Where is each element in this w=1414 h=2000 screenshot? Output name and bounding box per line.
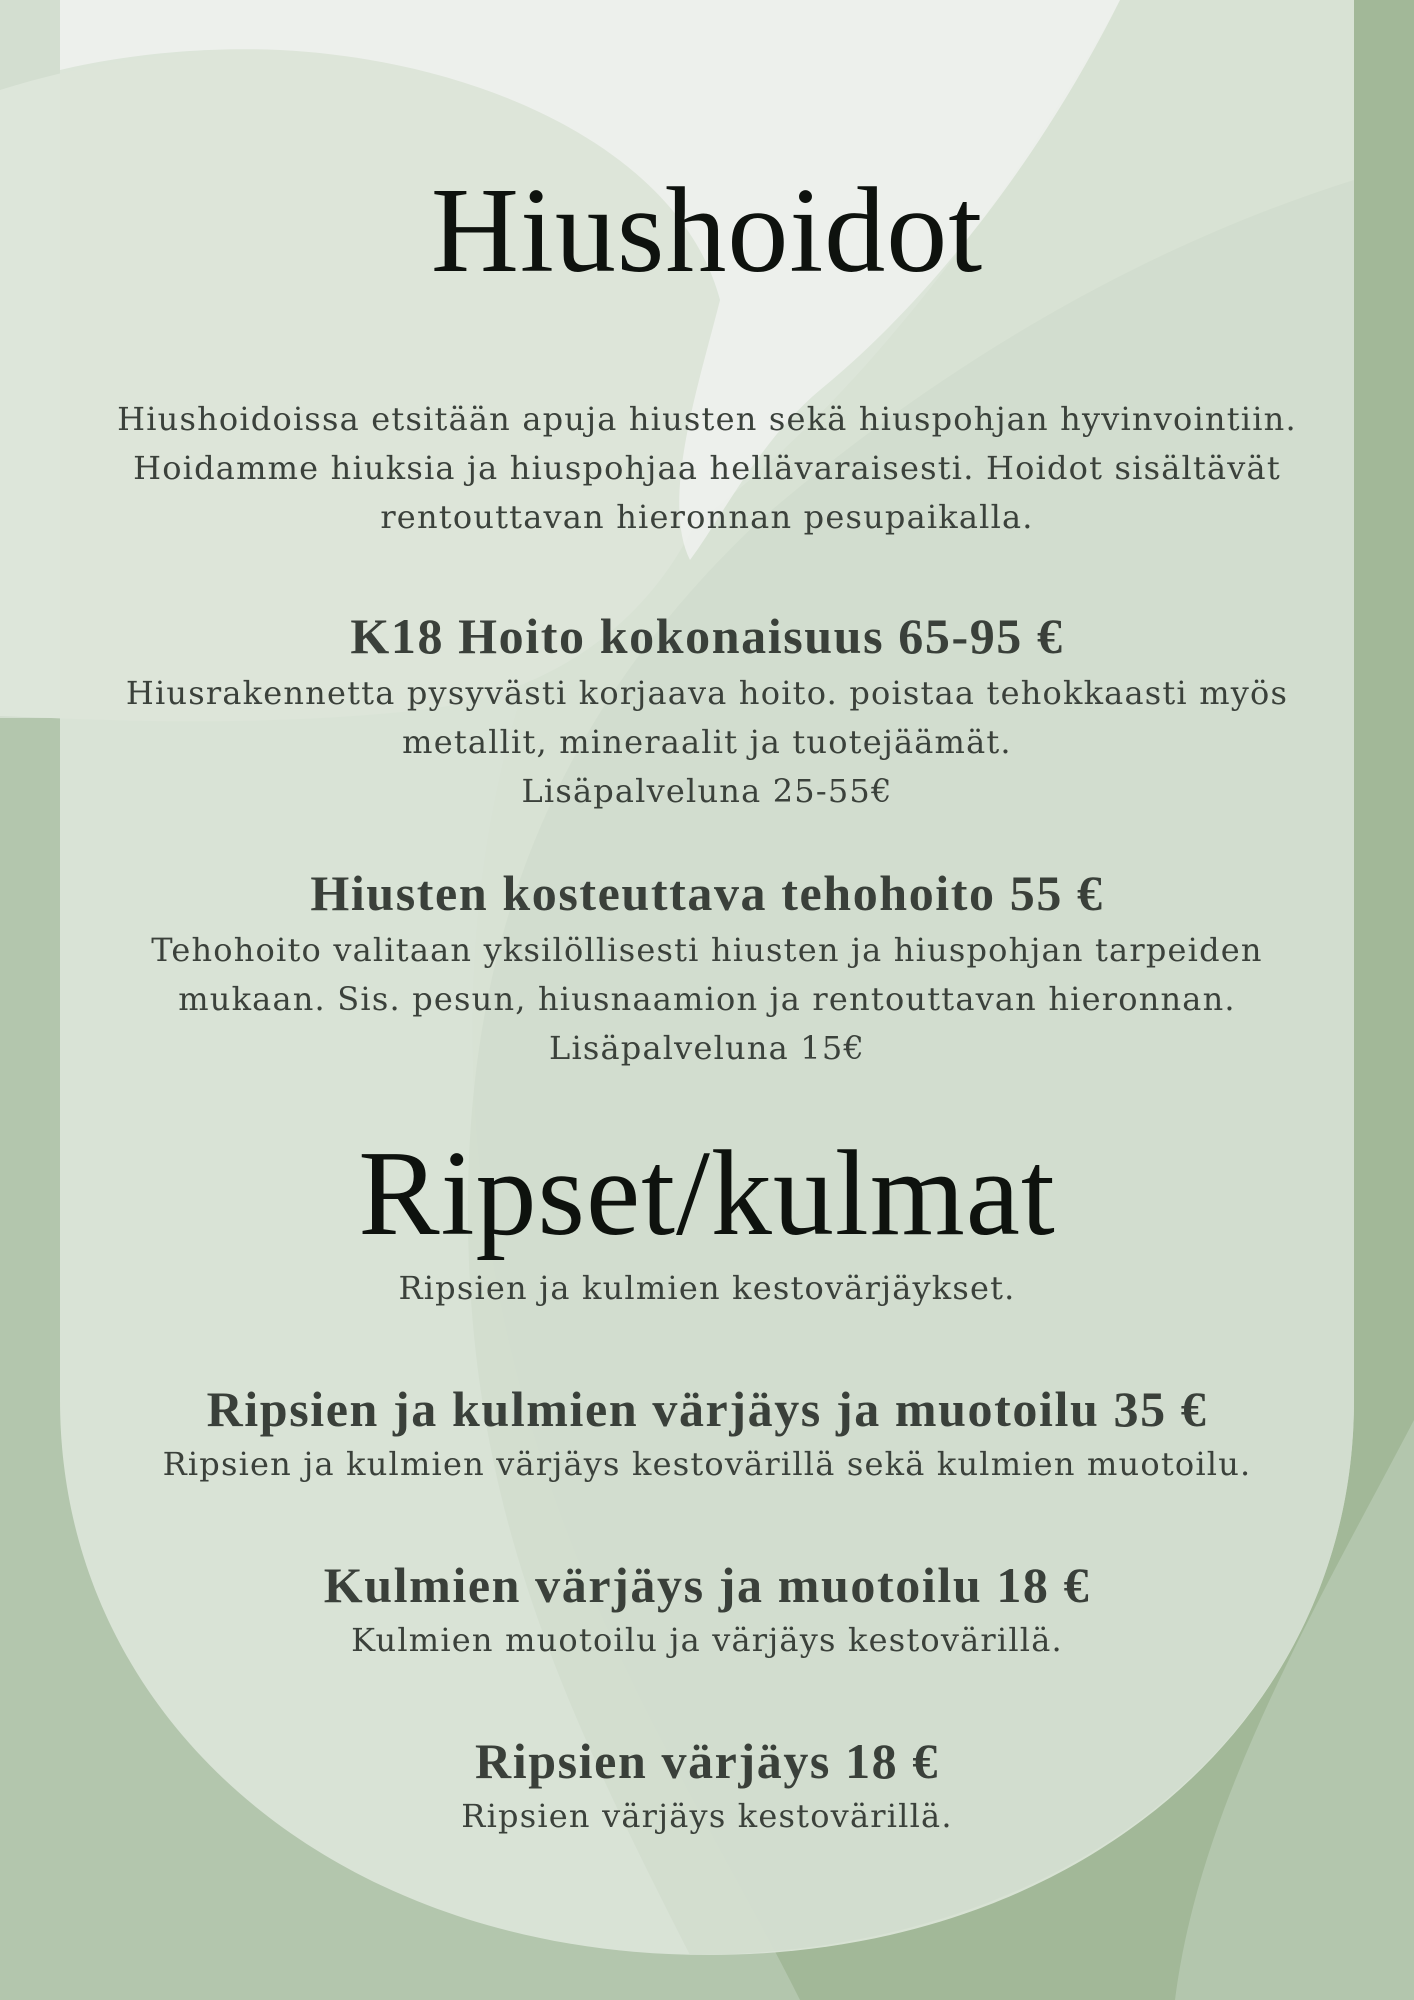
- service-title-k18: K18 Hoito kokonaisuus 65-95 €: [350, 608, 1064, 664]
- service-description-ripsien-ja-kulmien: Ripsien ja kulmien värjäys kestovärillä sekä kulmien muotoilu.: [162, 1445, 1252, 1483]
- service-description-ripsien: Ripsien värjäys kestovärillä.: [461, 1797, 953, 1835]
- service-title-tehohoito: Hiusten kosteuttava tehohoito 55 €: [310, 865, 1104, 921]
- service-description-kulmien: Kulmien muotoilu ja värjäys kestovärillä.: [351, 1621, 1063, 1659]
- section-heading-ripset-kulmat: Ripset/kulmat: [358, 1126, 1056, 1261]
- service-title-kulmien: Kulmien värjäys ja muotoilu 18 €: [323, 1557, 1091, 1613]
- service-description-k18: Hiusrakennetta pysyvästi korjaava hoito. poistaa tehokkaasti myös metallit, mineraalit ja tuotejäämät. Lisäpalveluna 25-55€: [125, 674, 1289, 810]
- section-heading-hiushoidot: Hiushoidot: [430, 163, 984, 298]
- service-description-tehohoito: Tehohoito valitaan yksilöllisesti hiusten ja hiuspohjan tarpeiden mukaan. Sis. pesun, hiusnaamion ja rentouttavan hieronnan. Lisäpalveluna 15€: [151, 931, 1263, 1067]
- section-intro-ripset-kulmat: Ripsien ja kulmien kestovärjäykset.: [398, 1269, 1016, 1307]
- service-title-ripsien: Ripsien värjäys 18 €: [475, 1733, 939, 1789]
- service-title-ripsien-ja-kulmien: Ripsien ja kulmien värjäys ja muotoilu 35 €: [206, 1381, 1208, 1437]
- section-intro-hiushoidot: Hiushoidoissa etsitään apuja hiusten sekä hiuspohjan hyvinvointiin. Hoidamme hiuksia ja hiuspohjaa hellävaraisesti. Hoidot sisältävät rentouttavan hieronnan pesupaikalla.: [117, 400, 1297, 536]
